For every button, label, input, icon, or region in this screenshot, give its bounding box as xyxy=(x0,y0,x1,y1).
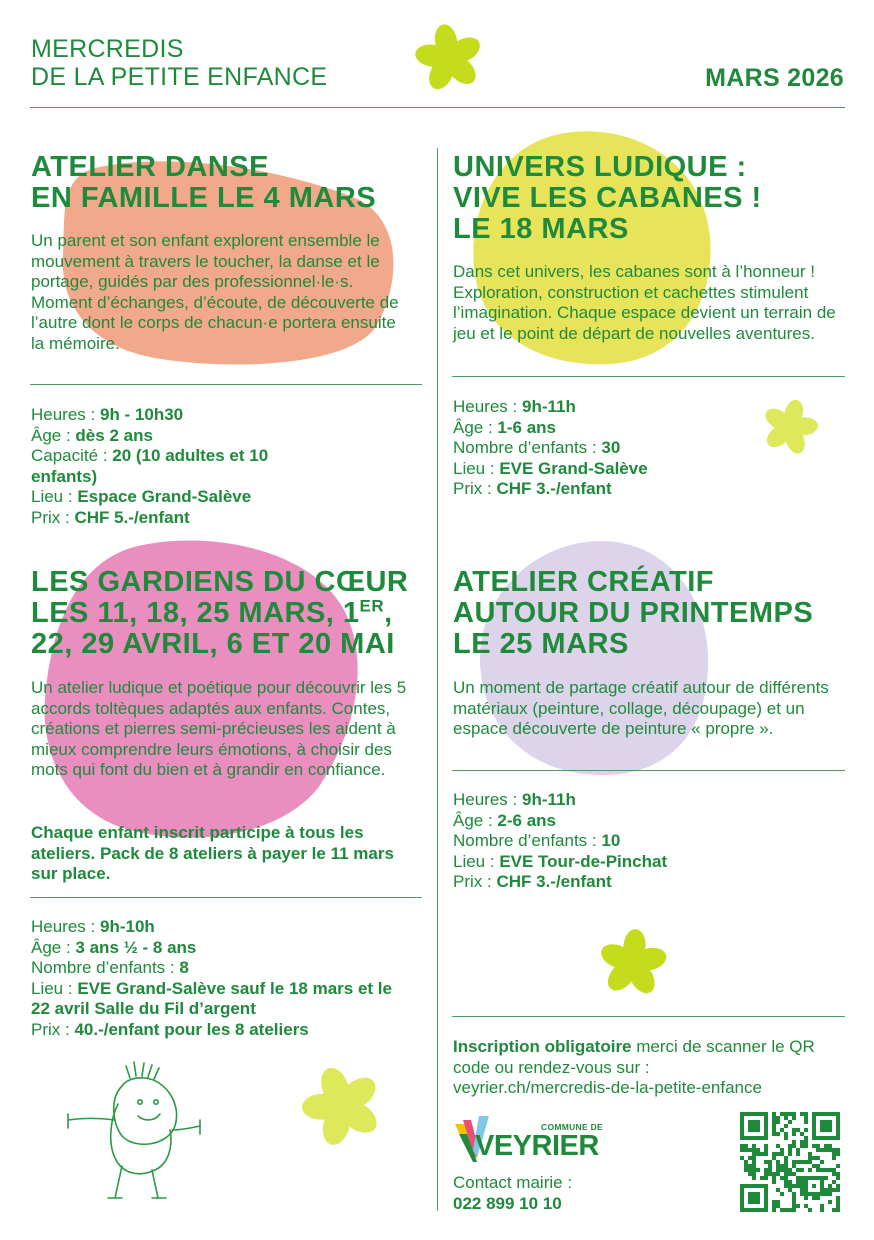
column-divider xyxy=(437,148,438,1211)
section-divider xyxy=(30,384,422,385)
event-details: Heures : 9h-11h Âge : 1-6 ans Nombre d’enfants : 30 Lieu : EVE Grand-Salève Prix : CHF 3.-/enfant xyxy=(453,397,648,499)
logo-commune-text: COMMUNE DE xyxy=(541,1122,604,1132)
section-divider xyxy=(452,770,845,771)
event-title: ATELIER CRÉATIF AUTOUR DU PRINTEMPS LE 25 MARS xyxy=(453,566,814,660)
event-description: Un moment de partage créatif autour de différents matériaux (peinture, collage, découpage) et un espace découverte de peinture « propre ». xyxy=(453,678,829,738)
event-title: LES GARDIENS DU CŒUR LES 11, 18, 25 MARS, 1ER, 22, 29 AVRIL, 6 ET 20 MAI xyxy=(31,566,409,660)
registration-link[interactable]: veyrier.ch/mercredis-de-la-petite-enfance xyxy=(453,1078,762,1097)
series-title-line1: MERCREDIS xyxy=(31,35,184,63)
month-label: MARS 2026 xyxy=(705,64,844,92)
event-details: Heures : 9h - 10h30 Âge : dès 2 ans Capacité : 20 (10 adultes et 10 enfants) Lieu : Espace Grand-Salève Prix : CHF 5.-/enfant xyxy=(31,405,269,527)
logo-veyrier-text: VEYRIER xyxy=(475,1130,599,1162)
veyrier-logo xyxy=(453,1114,613,1166)
section-divider xyxy=(452,376,845,377)
flower-icon xyxy=(592,929,674,997)
section-divider xyxy=(30,897,422,898)
contact-label: Contact mairie : xyxy=(453,1173,573,1192)
qr-code[interactable] xyxy=(740,1112,840,1212)
event-title: UNIVERS LUDIQUE : VIVE LES CABANES ! LE 18 MARS xyxy=(453,151,762,245)
event-description: Dans cet univers, les cabanes sont à l’honneur ! Exploration, construction et cachettes stimulent l’imagination. Chaque espace devient un terrain de jeu et le point de départ de nouvelles aventures. xyxy=(453,262,836,343)
flower-icon xyxy=(296,1065,388,1147)
event-description: Un parent et son enfant explorent ensemble le mouvement à travers le toucher, la danse et le portage, guidés par des professionnel·le·s. Moment d’échanges, d’écoute, de découverte de l’autre dont le corps de chacun·e portera ensuite la mémoire. xyxy=(31,231,399,353)
event-details: Heures : 9h-10h Âge : 3 ans ½ - 8 ans Nombre d’enfants : 8 Lieu : EVE Grand-Salève sauf le 18 mars et le 22 avril Salle du Fil d’argent Prix : 40.-/enfant pour les 8 ateliers xyxy=(31,917,392,1039)
flower-icon xyxy=(408,24,490,92)
event-note: Chaque enfant inscrit participe à tous les ateliers. Pack de 8 ateliers à payer le 11 mars sur place. xyxy=(31,823,394,883)
event-title: ATELIER DANSE EN FAMILLE LE 4 MARS xyxy=(31,151,377,214)
event-details: Heures : 9h-11h Âge : 2-6 ans Nombre d’enfants : 10 Lieu : EVE Tour-de-Pinchat Prix : CHF 3.-/enfant xyxy=(453,790,668,892)
contact-phone: 022 899 10 10 xyxy=(453,1194,562,1213)
header-divider xyxy=(30,107,845,108)
footer-divider xyxy=(452,1016,845,1017)
event-description: Un atelier ludique et poétique pour découvrir les 5 accords toltèques adaptés aux enfants. Contes, créations et pierres semi-précieuses les aident à mieux comprendre leurs émotions, à choisir des mots qui font du bien et à grandir en confiance. xyxy=(31,678,407,779)
series-title-line2: DE LA PETITE ENFANCE xyxy=(31,63,328,91)
registration-info: Inscription obligatoire merci de scanner le QR code ou rendez-vous sur : xyxy=(453,1037,815,1077)
child-drawing-icon xyxy=(60,1058,210,1208)
